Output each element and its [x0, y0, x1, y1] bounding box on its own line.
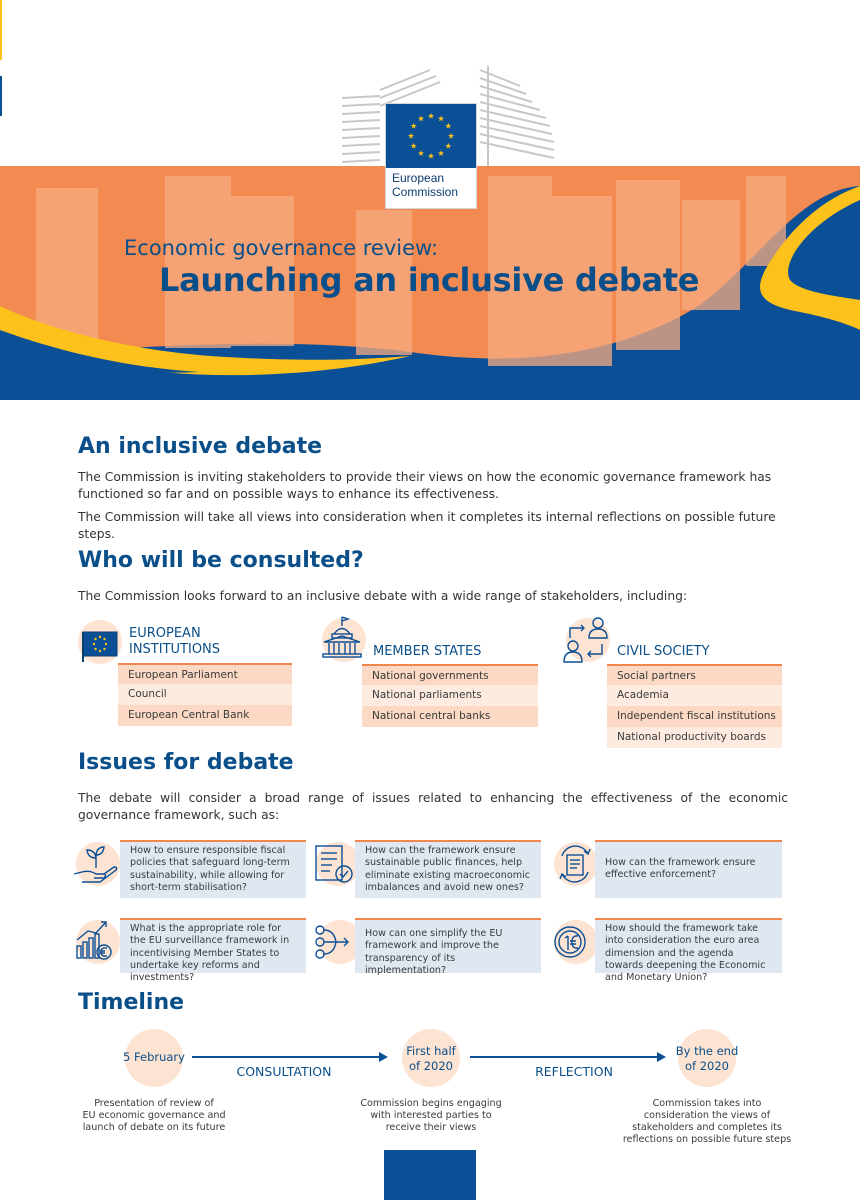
timeline-event-3-description: Commission takes into consideration the views of stakeholders and completes its reflections on possible future steps	[622, 1098, 792, 1145]
eu-star-icon	[438, 150, 444, 156]
issue-box: How can the framework ensure sustainable public finances, help eliminate existing macroeconomic imbalances and avoid new ones?	[355, 840, 541, 898]
inclusive-paragraph-2: The Commission will take all views into consideration when it completes its internal reflections on possible future steps.	[78, 510, 776, 541]
list-item: Academia	[607, 685, 782, 706]
list-item: Social partners	[607, 664, 782, 685]
list-item: National governments	[362, 664, 538, 685]
stakeholder-title-european-institutions: EUROPEAN INSTITUTIONS	[129, 626, 221, 657]
eu-star-icon	[445, 123, 451, 129]
government-building-icon	[318, 614, 368, 664]
issue-box: How can one simplify the EU framework and improve the transparency of its implementation?	[355, 918, 541, 973]
issue-box: How should the framework take into consideration the euro area dimension and the agenda towards deepening the Economic and Monetary Union?	[595, 918, 782, 973]
page-title: Launching an inclusive debate	[159, 261, 700, 299]
consulted-intro: The Commission looks forward to an inclusive debate with a wide range of stakeholders, including:	[78, 589, 688, 603]
eu-star-icon	[438, 115, 444, 121]
timeline-event-3-label: By the end of 2020	[675, 1044, 739, 1073]
heading-timeline: Timeline	[78, 990, 185, 1015]
timeline-event-1-label: 5 February	[123, 1050, 185, 1064]
page-subtitle: Economic governance review:	[124, 236, 439, 260]
stakeholder-list-civil-society	[607, 664, 782, 748]
eu-star-icon	[418, 115, 424, 121]
eu-star-icon	[428, 153, 434, 159]
checklist-icon	[308, 838, 360, 890]
heading-inclusive-debate: An inclusive debate	[78, 434, 323, 459]
document-refresh-icon	[548, 838, 600, 890]
stakeholder-title-civil-society: CIVIL SOCIETY	[617, 644, 710, 659]
eu-flag-icon	[74, 618, 124, 668]
list-item: European Parliament	[118, 663, 292, 684]
euro-coin-icon	[548, 916, 600, 968]
people-exchange-icon	[558, 614, 618, 666]
european-commission-logo	[385, 103, 477, 209]
plant-in-hand-icon	[70, 838, 122, 890]
list-item: European Central Bank	[118, 705, 292, 726]
issue-box: How to ensure responsible fiscal policies that safeguard long-term sustainability, while allowing for short-term stabilisation?	[120, 840, 306, 898]
list-item: National productivity boards	[607, 727, 782, 748]
footer-blue-block	[384, 1150, 476, 1200]
heading-issues-for-debate: Issues for debate	[78, 750, 294, 775]
header-banner	[0, 0, 860, 400]
timeline-phase-consultation: CONSULTATION	[236, 1064, 332, 1079]
issues-intro: The debate will consider a broad range of issues related to enhancing the effectiveness of the economic governance framework, such as:	[78, 791, 788, 822]
stakeholder-title-member-states: MEMBER STATES	[373, 644, 482, 659]
list-item: Independent fiscal institutions	[607, 706, 782, 727]
eu-star-icon	[428, 113, 434, 119]
timeline-phase-reflection: REFLECTION	[535, 1064, 613, 1079]
eu-star-icon	[411, 123, 417, 129]
list-item: National central banks	[362, 706, 538, 727]
stakeholder-list-member-states	[362, 664, 538, 727]
eu-star-icon	[418, 150, 424, 156]
list-item: National parliaments	[362, 685, 538, 706]
timeline-event-1-description: Presentation of review of EU economic governance and launch of debate on its future	[82, 1098, 226, 1133]
growth-chart-euro-icon	[70, 916, 122, 968]
eu-flag-icon	[386, 104, 476, 168]
eu-star-icon	[448, 133, 454, 139]
timeline-event-2-description: Commission begins engaging with interested parties to receive their views	[360, 1098, 502, 1133]
stakeholder-list-european-institutions	[118, 663, 292, 726]
issue-box: What is the appropriate role for the EU surveillance framework in incentivising Member States to undertake key reforms and investments?	[120, 918, 306, 973]
inclusive-paragraph-1: The Commission is inviting stakeholders to provide their views on how the economic governance framework has functioned so far and on possible ways to enhance its effectiveness.	[78, 470, 772, 501]
heading-who-consulted: Who will be consulted?	[78, 548, 364, 573]
eu-star-icon	[408, 133, 414, 139]
eu-star-icon	[445, 143, 451, 149]
logo-text-line1: European	[392, 171, 445, 185]
list-item: Council	[118, 684, 292, 705]
logo-text-line2: Commission	[392, 185, 459, 199]
issue-box: How can the framework ensure effective enforcement?	[595, 840, 782, 898]
eu-star-icon	[411, 143, 417, 149]
timeline-event-2-label: First half of 2020	[406, 1044, 456, 1073]
